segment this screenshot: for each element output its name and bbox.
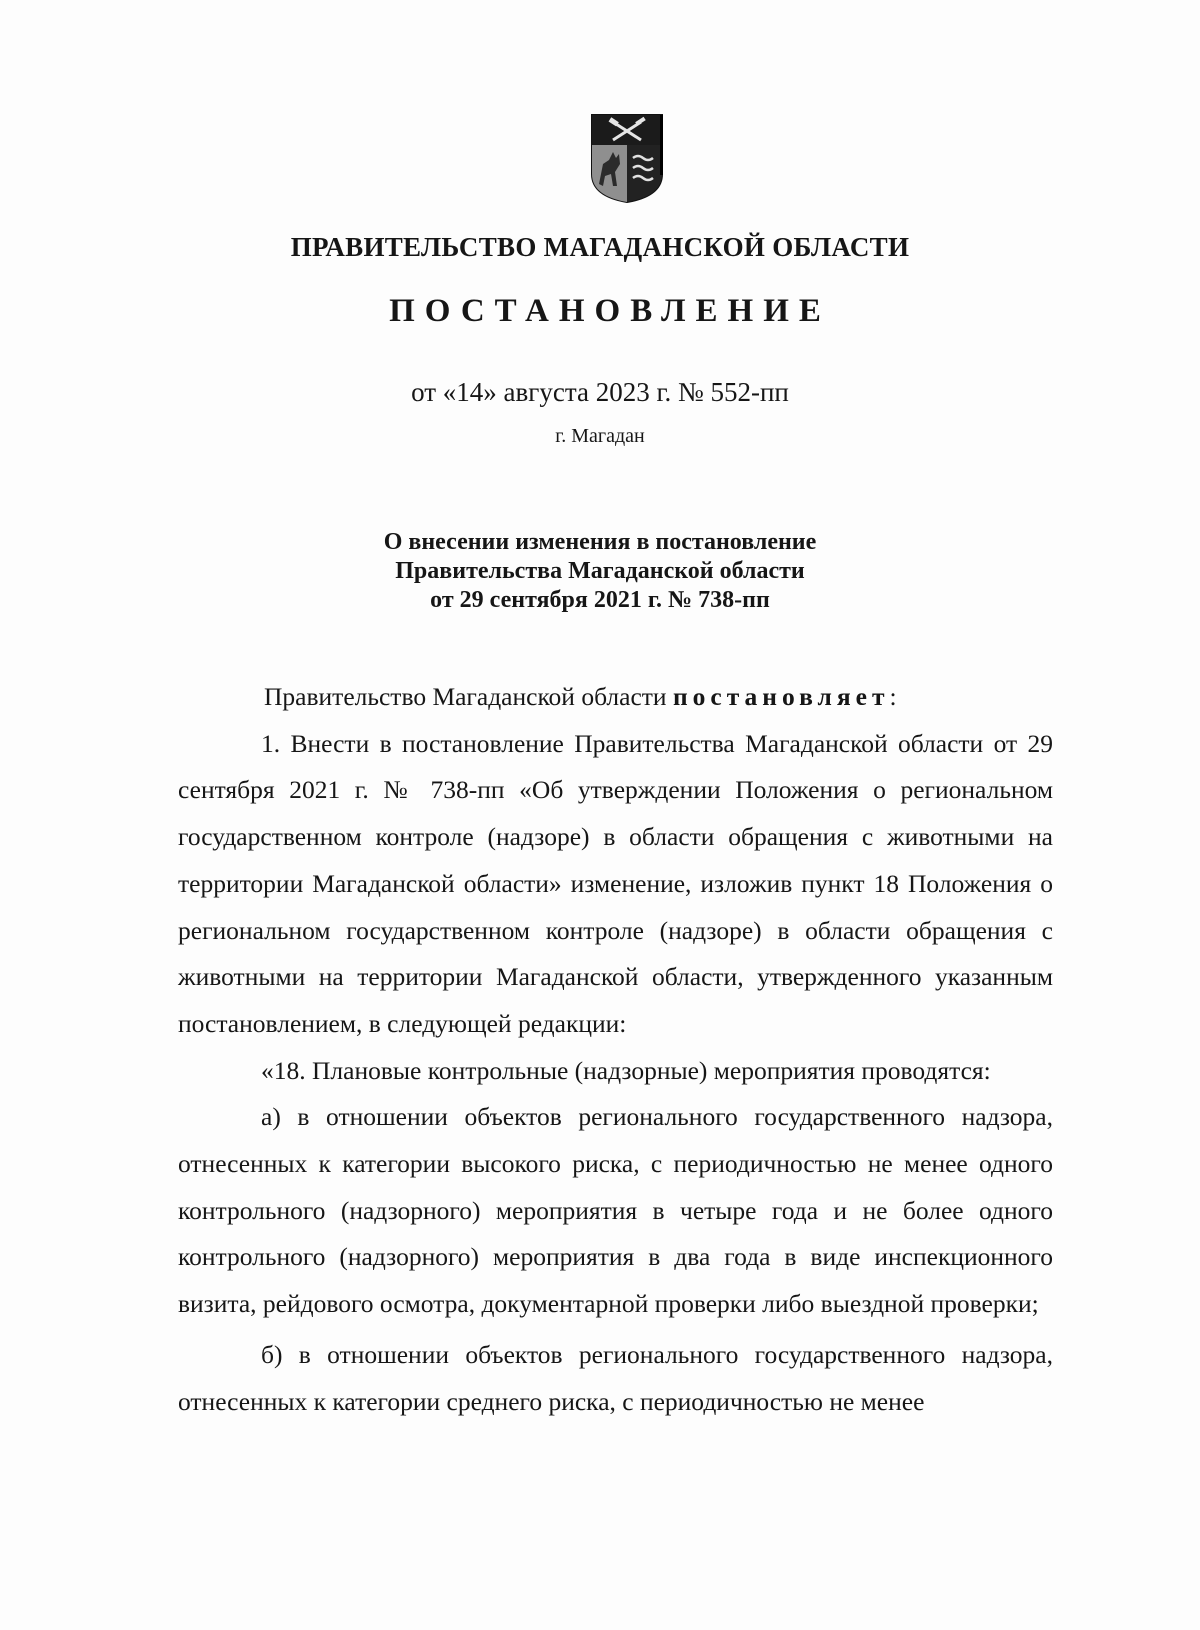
subject-line: Правительства Магаданской области (395, 558, 805, 584)
paragraph-1: 1. Внести в постановление Правительства Магаданской области от 29 сентября 2021 г. № 738-пп «Об утверждении Положения о региональном государственном контроле (надзоре) в области обращения с животными на территории Магаданской области» изменение, изложив пункт 18 Положения о региональном государственном контроле (надзоре) в области обращения с животными на территории Магаданской области, утвержденного указанным постановлением, в следующей редакции: (178, 728, 1053, 1038)
government-name: ПРАВИТЕЛЬСТВО МАГАДАНСКОЙ ОБЛАСТИ (290, 232, 910, 262)
intro-emphasis: постановляет (672, 682, 890, 711)
document-city: г. Магадан (555, 425, 645, 447)
intro-text: Правительство Магаданской области (264, 682, 673, 711)
paragraph-2: «18. Плановые контрольные (надзорные) мероприятия проводятся: (261, 1055, 991, 1085)
paragraph-4: б) в отношении объектов регионального государственного надзора, отнесенных к категории среднего риска, с периодичностью не менее (178, 1339, 1053, 1416)
paragraph-3: а) в отношении объектов регионального государственного надзора, отнесенных к категории высокого риска, с периодичностью не менее одного контрольного (надзорного) мероприятия в четыре года и не более одного контрольного (надзорного) мероприятия в два года в виде инспекционного визита, рейдового осмотра, документарной проверки либо выездной проверки; (178, 1102, 1053, 1319)
document-type: ПОСТАНОВЛЕНИЕ (389, 293, 831, 329)
document-date-number: от «14» августа 2023 г. № 552-пп (411, 377, 789, 407)
intro-end: : (889, 682, 897, 711)
intro-paragraph (178, 674, 1053, 721)
subject-line: от 29 сентября 2021 г. № 738-пп (430, 587, 770, 613)
coat-of-arms-icon (589, 112, 665, 204)
document-subject (0, 528, 1200, 615)
document-body (178, 674, 1053, 1425)
subject-line: О внесении изменения в постановление (383, 529, 817, 555)
